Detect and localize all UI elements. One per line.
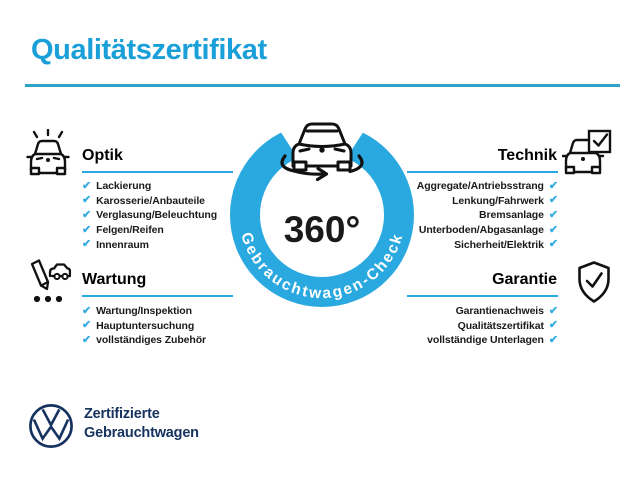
car-front-shine-icon (26, 129, 70, 176)
check-icon: ✔ (82, 179, 92, 192)
list-item-label: Aggregate/Antriebsstrang (416, 180, 544, 193)
check-icon: ✔ (548, 319, 558, 332)
check-icon: ✔ (548, 333, 558, 346)
brand-wordmark (84, 405, 199, 443)
list-item-label: vollständiges Zubehör (96, 334, 207, 347)
check-icon: ✔ (82, 194, 92, 207)
check-icon: ✔ (82, 223, 92, 236)
optik-underline (82, 171, 233, 173)
section-heading-technik: Technik (497, 147, 557, 164)
list-item-label: Hauptuntersuchung (96, 319, 195, 332)
ring-label-text: Gebrauchtwagen-Check (237, 230, 407, 303)
list-item-label: Qualitätszertifikat (457, 319, 544, 332)
wartung-underline (82, 295, 233, 297)
section-heading-wartung: Wartung (82, 271, 147, 288)
list-item-label: Bremsanlage (479, 209, 544, 222)
vw-logo (28, 403, 74, 449)
list-item (82, 319, 252, 334)
check-icon: ✔ (548, 223, 558, 236)
list-item (388, 319, 558, 334)
list-item-label: Verglasung/Beleuchtung (96, 209, 218, 222)
list-item (82, 333, 252, 348)
header-rule (25, 84, 620, 87)
360-check-emblem (218, 110, 430, 320)
check-icon: ✔ (82, 208, 92, 221)
list-item-label: Unterboden/Abgasanlage (418, 224, 544, 237)
list-item-label: Lenkung/Fahrwerk (452, 194, 544, 207)
pencil-car-service-icon (23, 256, 71, 306)
check-icon: ✔ (82, 333, 92, 346)
page-title: Qualitätszertifikat (31, 34, 267, 66)
check-icon: ✔ (548, 238, 558, 251)
check-icon: ✔ (548, 179, 558, 192)
list-item-label: Garantienachweis (455, 305, 544, 318)
list-item-label: vollständige Unterlagen (427, 334, 544, 347)
list-item-label: Wartung/Inspektion (96, 305, 192, 318)
list-item-label: Felgen/Reifen (96, 224, 164, 237)
shield-check-icon (575, 260, 613, 305)
section-heading-garantie: Garantie (492, 271, 557, 288)
list-item (388, 333, 558, 348)
check-icon: ✔ (82, 238, 92, 251)
check-icon: ✔ (548, 304, 558, 317)
degrees-label: 360° (283, 209, 361, 250)
brand-line-2: Gebrauchtwagen (84, 425, 199, 441)
brand-line-1: Zertifizierte (84, 406, 160, 422)
check-icon: ✔ (82, 304, 92, 317)
car-checkbox-icon (562, 128, 612, 175)
check-icon: ✔ (548, 208, 558, 221)
list-item-label: Sicherheit/Elektrik (454, 238, 544, 251)
check-icon: ✔ (82, 319, 92, 332)
list-item-label: Innenraum (96, 238, 149, 251)
section-heading-optik: Optik (82, 147, 123, 164)
check-icon: ✔ (548, 194, 558, 207)
list-item-label: Lackierung (96, 180, 152, 193)
list-item-label: Karosserie/Anbauteile (96, 194, 205, 207)
